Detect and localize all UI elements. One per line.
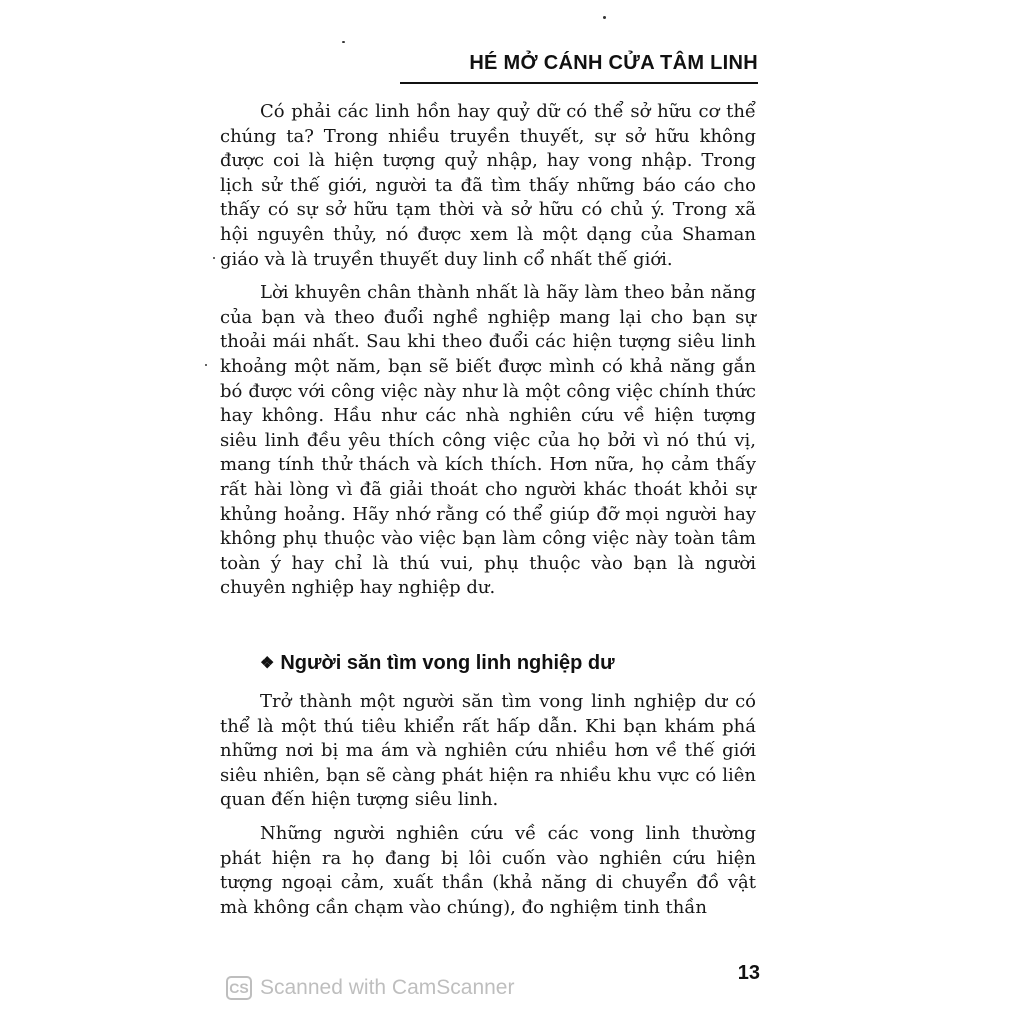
scan-speck	[205, 364, 207, 366]
paragraph: Lời khuyên chân thành nhất là hãy làm theo bản năng của bạn và theo đuổi nghề nghiệp mang lại cho bạn sự thoải mái nhất. Sau khi theo đuổi các hiện tượng siêu linh khoảng một năm, bạn sẽ biết được mình có khả năng gắn bó được với công việc này như là một công việc chính thức hay không. Hầu như các nhà nghiên cứu về hiện tượng siêu linh đều yêu thích công việc của họ bởi vì nó thú vị, mang tính thử thách và kích thích. Hơn nữa, họ cảm thấy rất hài lòng vì đã giải thoát cho người khác thoát khỏi sự khủng hoảng. Hãy nhớ rằng có thể giúp đỡ mọi người hay không phụ thuộc vào việc bạn làm công việc này toàn tâm toàn ý hay chỉ là thú vui, phụ thuộc vào bạn là người chuyên nghiệp hay nghiệp dư.	[220, 282, 756, 599]
section-heading	[260, 652, 760, 675]
running-header: HÉ MỞ CÁNH CỬA TÂM LINH	[469, 52, 758, 74]
paragraph: Có phải các linh hồn hay quỷ dữ có thể sở hữu cơ thể chúng ta? Trong nhiều truyền thuyết, sự sở hữu không được coi là hiện tượng quỷ nhập, hay vong nhập. Trong lịch sử thế giới, người ta đã tìm thấy những báo cáo cho thấy có sự sở hữu tạm thời và sở hữu có chủ ý. Trong xã hội nguyên thủy, nó được xem là một dạng của Shaman giáo và là truyền thuyết duy linh cổ nhất thế giới.	[220, 101, 756, 270]
body-text	[220, 100, 756, 610]
paragraph: Những người nghiên cứu về các vong linh thường phát hiện ra họ đang bị lôi cuốn vào nghiên cứu hiện tượng ngoại cảm, xuất thần (khả năng di chuyển đồ vật mà không cần chạm vào chúng), đo nghiệm tinh thần	[220, 822, 756, 918]
scan-speck	[213, 257, 215, 259]
camscanner-watermark	[226, 974, 514, 1002]
camscanner-logo-icon: CS	[226, 976, 252, 1000]
page-number: 13	[737, 962, 760, 984]
section-heading-text: Người săn tìm vong linh nghiệp dư	[280, 652, 615, 674]
scan-speck	[342, 41, 345, 43]
section-body-text	[220, 690, 756, 929]
header-rule	[400, 82, 758, 84]
diamond-bullet-icon: ❖	[260, 655, 275, 672]
paragraph: Trở thành một người săn tìm vong linh nghiệp dư có thể là một thú tiêu khiển rất hấp dẫn. Khi bạn khám phá những nơi bị ma ám và nghiên cứu nhiều hơn về thế giới siêu nhiên, bạn sẽ càng phát hiện ra nhiều khu vực có liên quan đến hiện tượng siêu linh.	[220, 691, 756, 811]
scan-speck	[603, 16, 606, 19]
watermark-text: Scanned with CamScanner	[260, 976, 515, 999]
